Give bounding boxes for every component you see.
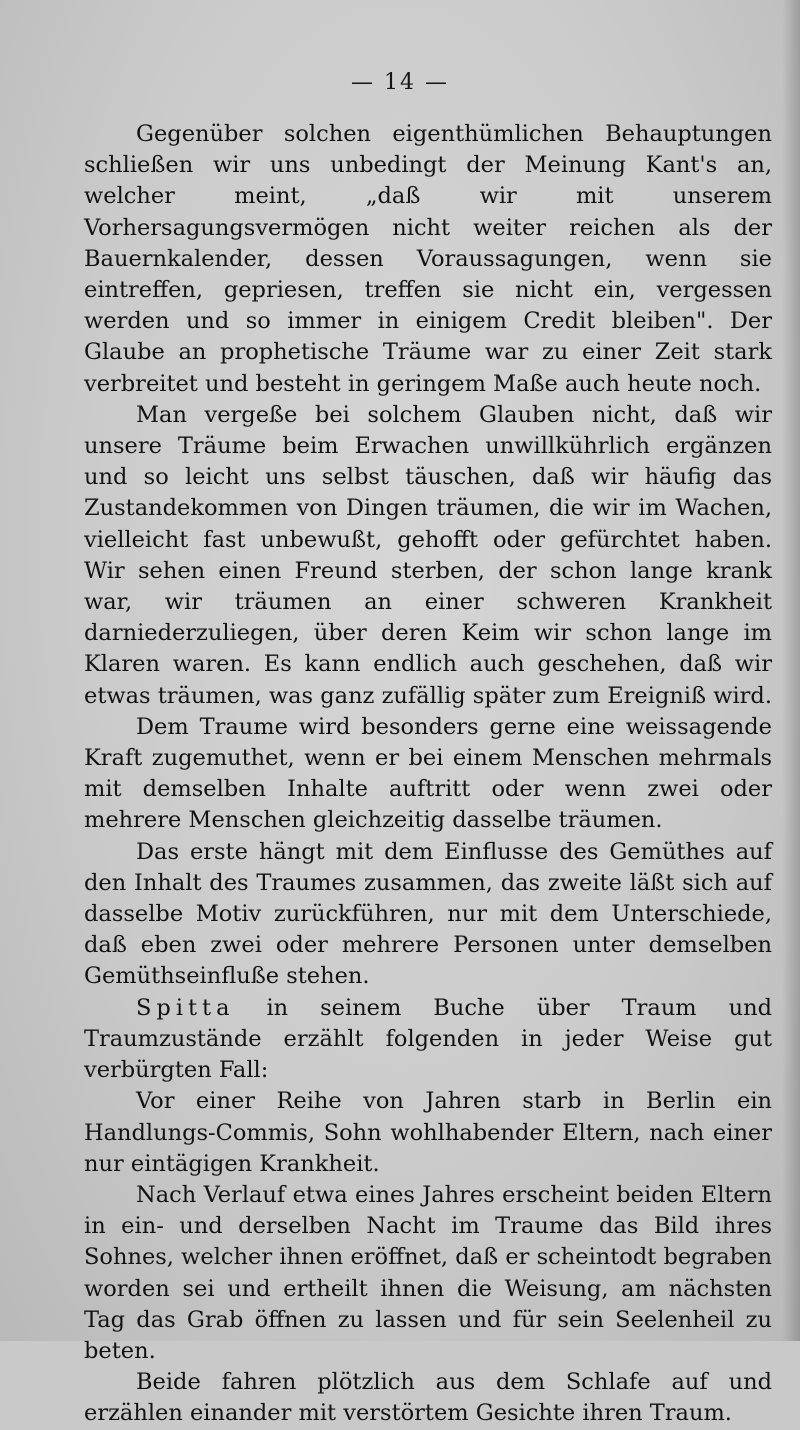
body-text (84, 119, 772, 1430)
paragraph-spitta-intro (84, 993, 772, 1087)
paragraph-waking-up: Beide fahren plötzlich aus dem Schlafe auf und erzählen einander mit verstörtem Gesichte ihren Traum. (84, 1369, 772, 1427)
paragraph-kant-quote: Gegenüber solchen eigenthümlichen Behauptungen schließen wir uns unbedingt der Meinung Kant's an, welcher meint, „daß wir mit unserem Vorhersagungsvermögen nicht weiter reichen als der Bauernkalender, dessen Voraussagungen, wenn sie eintreffen, gepriesen, treffen sie nicht ein, vergessen werden und so immer in einigem Credit bleiben". Der Glaube an prophetische Träume war zu einer Zeit stark verbreitet und besteht in geringem Maße auch heute noch. (84, 121, 772, 397)
paragraph-emotional-influence: Das erste hängt mit dem Einflusse des Gemüthes auf den Inhalt des Traumes zusammen, das zweite läßt sich auf dasselbe Motiv zurückführen, nur mit dem Unterschiede, daß eben zwei oder mehrere Personen unter demselben Gemüthseinfluße stehen. (84, 838, 772, 990)
paragraph-berlin-commis: Vor einer Reihe von Jahren starb in Berlin ein Handlungs-Commis, Sohn wohlhabender Eltern, nach einer nur eintägigen Krankheit. (84, 1088, 772, 1177)
spitta-intro-text: in seinem Buche über Traum und Traumzustände erzählt folgenden in jeder Weise gut verbürgten Fall: (84, 994, 772, 1084)
paragraph-dream-completion: Man vergeße bei solchem Glauben nicht, daß wir unsere Träume beim Erwachen unwillkührlich ergänzen und so leicht uns selbst täuschen, daß wir häufig das Zustandekommen von Dingen träumen, die wir im Wachen, vielleicht fast unbewußt, gehofft oder gefürchtet haben. Wir sehen einen Freund sterben, der schon lange krank war, wir träumen an einer schweren Krankheit darniederzuliegen, über deren Keim wir schon lange im Klaren waren. Es kann endlich auch geschehen, daß wir etwas träumen, was ganz zufällig später zum Ereigniß wird. (84, 401, 772, 709)
page-number: — 14 — (351, 70, 449, 95)
page-edge-shadow (782, 0, 800, 1341)
paragraph-prophetic-power: Dem Traume wird besonders gerne eine weissagende Kraft zugemuthet, wenn er bei einem Menschen mehrmals mit demselben Inhalte auftritt oder wenn zwei oder mehrere Menschen gleichzeitig dasselbe träumen. (84, 713, 772, 834)
author-name-spitta: Spitta (136, 994, 235, 1021)
paragraph-parents-dream: Nach Verlauf etwa eines Jahres erscheint beiden Eltern in ein- und derselben Nacht im Traume das Bild ihres Sohnes, welcher ihnen eröffnet, daß er scheintodt begraben worden sei und ertheilt ihnen die Weisung, am nächsten Tag das Grab öffnen zu lassen und für sein Seelenheil zu beten. (84, 1181, 772, 1364)
